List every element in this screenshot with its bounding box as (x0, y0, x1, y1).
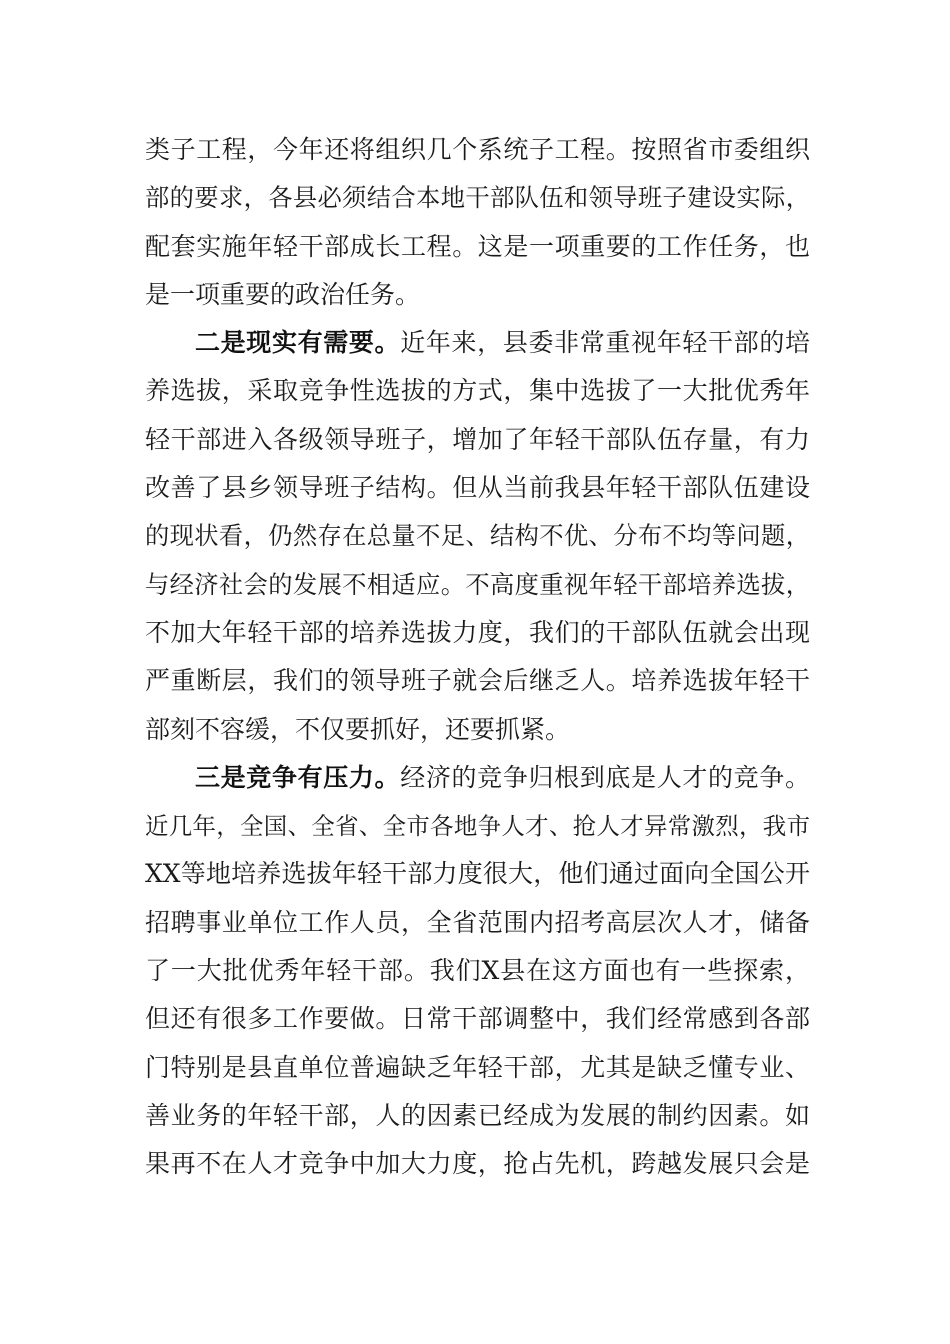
paragraph-2-line: 的现状看，仍然存在总量不足、结构不优、分布不均等问题， (145, 521, 810, 551)
paragraph-3-first-line-text: 经济的竞争归根到底是人才的竞争。 (400, 762, 810, 792)
document-body (145, 126, 810, 1189)
paragraph-1-line: 类子工程，今年还将组织几个系统子工程。按照省市委组织 (145, 135, 810, 164)
paragraph-2-line: 轻干部进入各级领导班子，增加了年轻干部队伍存量，有力 (145, 424, 810, 454)
paragraph-1-line: 配套实施年轻干部成长工程。这是一项重要的工作任务，也 (145, 231, 810, 261)
paragraph-1-line: 部的要求，各县必须结合本地干部队伍和领导班子建设实际， (145, 183, 810, 213)
paragraph-1-line: 是一项重要的政治任务。 (145, 279, 421, 309)
paragraph-2-line: 不加大年轻干部的培养选拔力度，我们的干部队伍就会出现 (145, 617, 810, 647)
paragraph-3-line: 招聘事业单位工作人员，全省范围内招考高层次人才，储备 (145, 907, 810, 937)
paragraph-3-line: 近几年，全国、全省、全市各地争人才、抢人才异常激烈，我市 (145, 812, 810, 841)
paragraph-3-line: XX等地培养选拔年轻干部力度很大，他们通过面向全国公开 (145, 859, 810, 889)
paragraph-2-line: 部刻不容缓，不仅要抓好，还要抓紧。 (145, 714, 571, 744)
paragraph-2 (145, 319, 810, 754)
paragraph-1 (145, 126, 810, 319)
paragraph-2-line: 与经济社会的发展不相适应。不高度重视年轻干部培养选拔， (145, 569, 810, 599)
paragraph-2-first-line (145, 319, 810, 367)
paragraph-3-line: 门特别是县直单位普遍缺乏年轻干部，尤其是缺乏懂专业、 (145, 1052, 810, 1082)
paragraph-3-line: 但还有很多工作要做。日常干部调整中，我们经常感到各部 (145, 1004, 810, 1034)
paragraph-2-line: 严重断层，我们的领导班子就会后继乏人。培养选拔年轻干 (145, 666, 810, 696)
paragraph-2-line: 改善了县乡领导班子结构。但从当前我县年轻干部队伍建设 (145, 473, 810, 503)
paragraph-3-lead: 三是竞争有压力。 (195, 762, 401, 792)
paragraph-3-line: 了一大批优秀年轻干部。我们X县在这方面也有一些探索， (145, 956, 810, 986)
paragraph-3-first-line (145, 754, 810, 802)
paragraph-3-line: 善业务的年轻干部，人的因素已经成为发展的制约因素。如 (145, 1100, 810, 1130)
paragraph-3 (145, 754, 810, 1189)
paragraph-3-line: 果再不在人才竞争中加大力度，抢占先机，跨越发展只会是 (145, 1149, 810, 1179)
paragraph-2-line: 养选拔，采取竞争性选拔的方式，集中选拔了一大批优秀年 (145, 376, 810, 406)
paragraph-2-first-line-text: 近年来，县委非常重视年轻干部的培 (400, 328, 810, 358)
paragraph-2-lead: 二是现实有需要。 (195, 328, 401, 358)
